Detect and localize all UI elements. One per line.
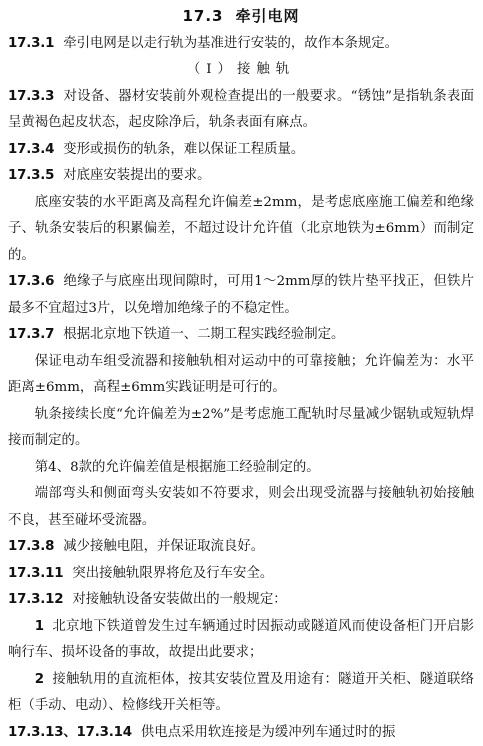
- clause-text: 对设备、器材安装前外观检查提出的一般要求。“锈蚀”是指轨条表面呈黄褐色起皮状态，起皮除净后，轨条表面有麻点。: [8, 89, 474, 131]
- clause-text: 对接触轨设备安装做出的一般规定：: [72, 592, 286, 607]
- paragraph: 底座安装的水平距离及高程允许偏差±2mm，是考虑底座施工偏差和绝缘子、轨条安装后的积累偏差，不超过设计允许值（北京地铁为±6mm）而制定的。: [8, 190, 474, 270]
- item-text: 接触轨用的直流柜体，按其安装位置及用途有：隧道开关柜、隧道联络柜（手动、电动）、检修线开关柜等。: [8, 672, 474, 714]
- list-item: [8, 667, 474, 720]
- clause-17-3-6: [8, 269, 474, 322]
- clause-text: 突出接触轨限界将危及行车安全。: [72, 566, 273, 581]
- clause-text: 根据北京地下铁道一、二期工程实践经验制定。: [63, 327, 344, 342]
- clause-number: 17.3.6: [8, 274, 54, 289]
- clause-text: 变形或损伤的轨条，难以保证工程质量。: [63, 142, 304, 157]
- clause-17-3-3: [8, 84, 474, 137]
- clause-17-3-7: [8, 322, 474, 349]
- clause-17-3-5: [8, 163, 474, 190]
- clause-17-3-4: [8, 137, 474, 164]
- paragraph: 第4、8款的允许偏差值是根据施工经验制定的。: [8, 455, 474, 482]
- paragraph: 保证电动车组受流器和接触轨相对运动中的可靠接触；允许偏差为：水平距离±6mm，高程±6mm实践证明是可行的。: [8, 349, 474, 402]
- clause-text: 减少接触电阻，并保证取流良好。: [63, 539, 264, 554]
- section-number: 17.3: [182, 7, 223, 25]
- clause-number: 17.3.1: [8, 36, 54, 51]
- clause-number: 17.3.4: [8, 142, 54, 157]
- clause-number: 17.3.7: [8, 327, 54, 342]
- clause-text: 绝缘子与底座出现间隙时，可用1～2mm厚的铁片垫平找正，但铁片最多不宜超过3片，以免增加绝缘子的不稳定性。: [8, 274, 474, 316]
- clause-number: 17.3.12: [8, 592, 63, 607]
- item-number: 1: [35, 619, 44, 634]
- paragraph: 轨条接续长度“允许偏差为±2%”是考虑施工配轨时尽量减少锯轨或短轨焊接而制定的。: [8, 402, 474, 455]
- clause-number: 17.3.13、17.3.14: [8, 725, 132, 740]
- clause-number: 17.3.5: [8, 168, 54, 183]
- clause-17-3-8: [8, 534, 474, 561]
- section-heading: [8, 3, 474, 30]
- subsection-heading: （Ⅰ）接触轨: [8, 57, 474, 84]
- clause-text: 牵引电网是以走行轨为基准进行安装的，故作本条规定。: [63, 36, 398, 51]
- clause-17-3-13-14: [8, 720, 474, 746]
- list-item: [8, 614, 474, 667]
- clause-17-3-1: [8, 31, 474, 58]
- item-number: 2: [35, 672, 44, 687]
- item-text: 北京地下铁道曾发生过车辆通过时因振动或隧道风而使设备柜门开启影响行车、损坏设备的事故，故提出此要求；: [8, 619, 474, 661]
- clause-number: 17.3.11: [8, 566, 63, 581]
- clause-text: 供电点采用软连接是为缓冲列车通过时的振: [141, 725, 395, 740]
- clause-number: 17.3.3: [8, 89, 54, 104]
- clause-number: 17.3.8: [8, 539, 54, 554]
- clause-17-3-11: [8, 561, 474, 588]
- clause-text: 对底座安装提出的要求。: [63, 168, 210, 183]
- clause-17-3-12: [8, 587, 474, 614]
- paragraph: 端部弯头和侧面弯头安装如不符要求，则会出现受流器与接触轨初始接触不良，甚至碰坏受流器。: [8, 481, 474, 534]
- section-title: 牵引电网: [236, 7, 300, 25]
